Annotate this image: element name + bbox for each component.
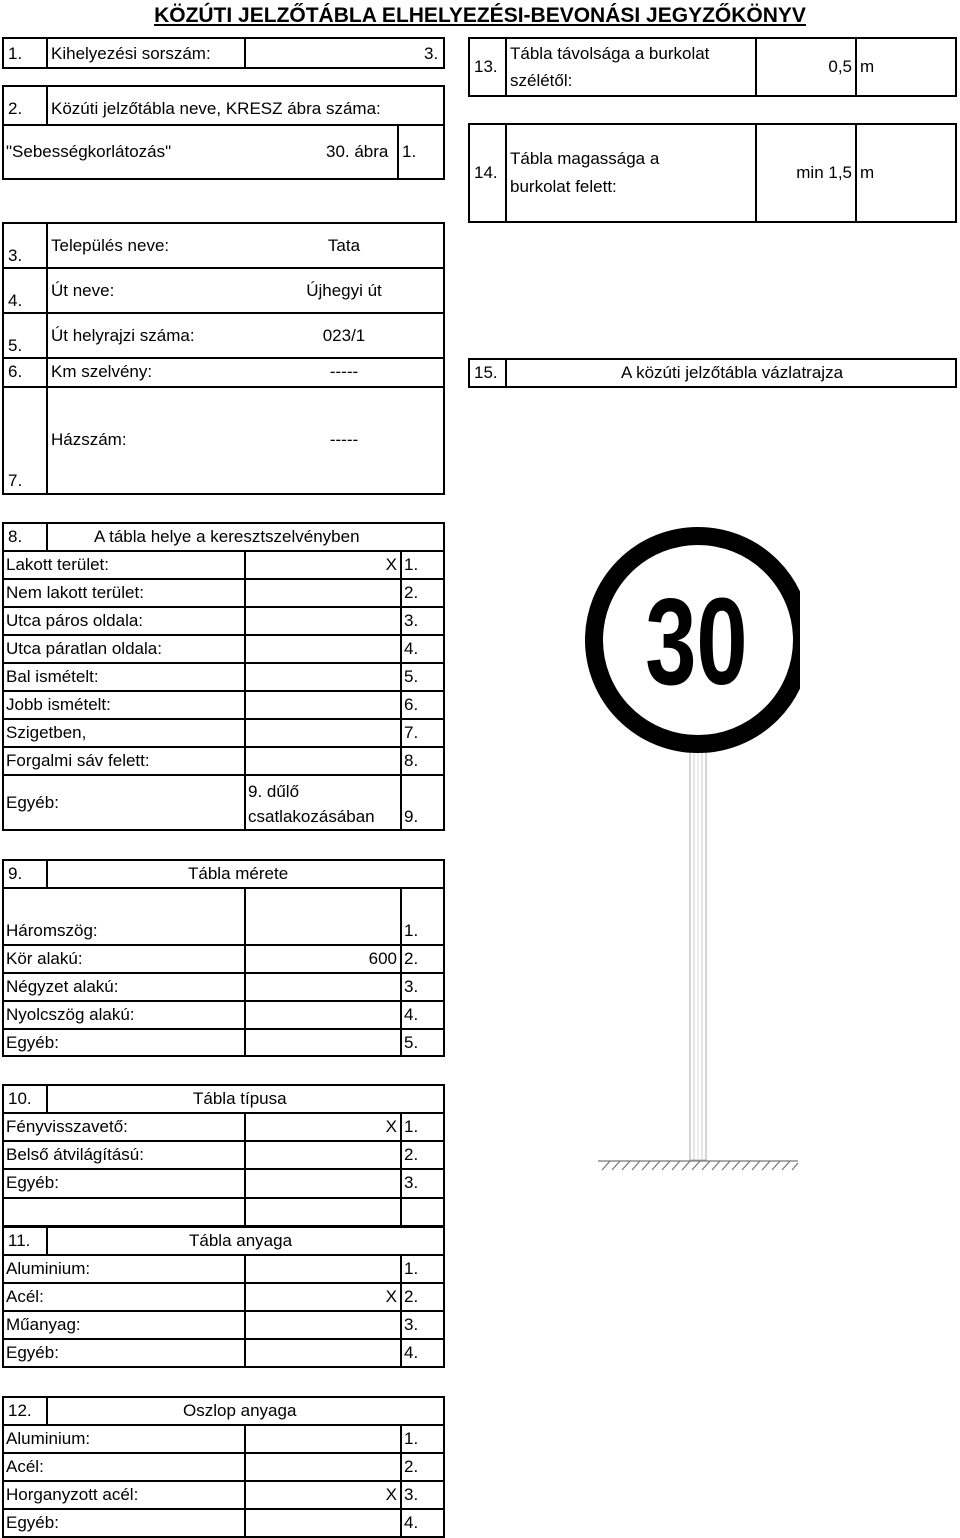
checkbox-mark: X	[385, 1287, 397, 1306]
section-13-number: 13.	[474, 57, 498, 76]
other-location-line2: csatlakozásában	[248, 807, 375, 826]
ground-line	[598, 1161, 798, 1170]
checkbox-mark: X	[385, 1117, 397, 1136]
section-4-number: 4.	[8, 291, 23, 310]
section-2-number: 2.	[8, 99, 23, 118]
section-11-header: Tábla anyaga	[189, 1231, 293, 1250]
settlement-value: Tata	[327, 236, 361, 255]
height-unit: m	[860, 163, 875, 182]
placement-serial-value: 3.	[424, 44, 439, 63]
page-title: KÖZÚTI JELZŐTÁBLA ELHELYEZÉSI-BEVONÁSI JEGYZŐKÖNYV	[154, 4, 806, 27]
section-1-label: Kihelyezési sorszám:	[51, 44, 211, 63]
section-10-number: 10.	[8, 1089, 32, 1108]
km-section-value: -----	[329, 362, 359, 381]
section-9-header: Tábla mérete	[188, 864, 289, 883]
section-7-number: 7.	[8, 471, 23, 490]
height-value: min 1,5	[796, 163, 852, 182]
height-label-line1: Tábla magassága a	[510, 149, 660, 168]
sign-name-value: "Sebességkorlátozás"	[6, 142, 172, 161]
kresz-figure-index: 1.	[402, 142, 417, 161]
checkbox-mark: X	[385, 1485, 397, 1504]
distance-label-line1: Tábla távolsága a burkolat	[510, 44, 710, 63]
section-6-number: 6.	[8, 362, 23, 381]
parcel-number-value: 023/1	[322, 326, 366, 345]
section-12-header: Oszlop anyaga	[183, 1401, 297, 1420]
section-2-label: Közúti jelzőtábla neve, KRESZ ábra száma:	[51, 99, 381, 118]
section-8-header: A tábla helye a keresztszelvényben	[94, 527, 360, 546]
section-1-number: 1.	[8, 44, 23, 63]
house-number-label: Házszám:	[51, 430, 127, 449]
circle-size-value: 600	[368, 949, 397, 968]
distance-unit: m	[860, 57, 875, 76]
section-9-number: 9.	[8, 864, 23, 883]
height-label-line2: burkolat felett:	[510, 177, 617, 196]
section-3-number: 3.	[8, 246, 23, 265]
settlement-label: Település neve:	[51, 236, 170, 255]
kresz-figure-value: 30. ábra	[326, 142, 389, 161]
parcel-number-label: Út helyrajzi száma:	[51, 326, 195, 345]
other-location-line1: 9. dűlő	[248, 782, 300, 801]
section-5-number: 5.	[8, 336, 23, 355]
section-14-number: 14.	[474, 163, 498, 182]
km-section-label: Km szelvény:	[51, 362, 153, 381]
section-14-box	[468, 123, 957, 223]
road-name-value: Újhegyi út	[306, 281, 382, 300]
distance-value: 0,5	[828, 57, 852, 76]
section-15-number: 15.	[474, 363, 498, 382]
checkbox-mark: X	[385, 555, 397, 574]
distance-label-line2: szélétől:	[510, 71, 573, 90]
section-12-number: 12.	[8, 1401, 32, 1420]
house-number-value: -----	[329, 430, 359, 449]
speed-limit-number: 30	[645, 572, 748, 712]
road-name-label: Út neve:	[51, 281, 115, 300]
section-11-number: 11.	[8, 1231, 31, 1250]
section-10-header: Tábla típusa	[193, 1089, 287, 1108]
speed-limit-sign-drawing	[580, 520, 800, 1180]
section-8-number: 8.	[8, 527, 23, 546]
sketch-label: A közúti jelzőtábla vázlatrajza	[620, 363, 844, 382]
